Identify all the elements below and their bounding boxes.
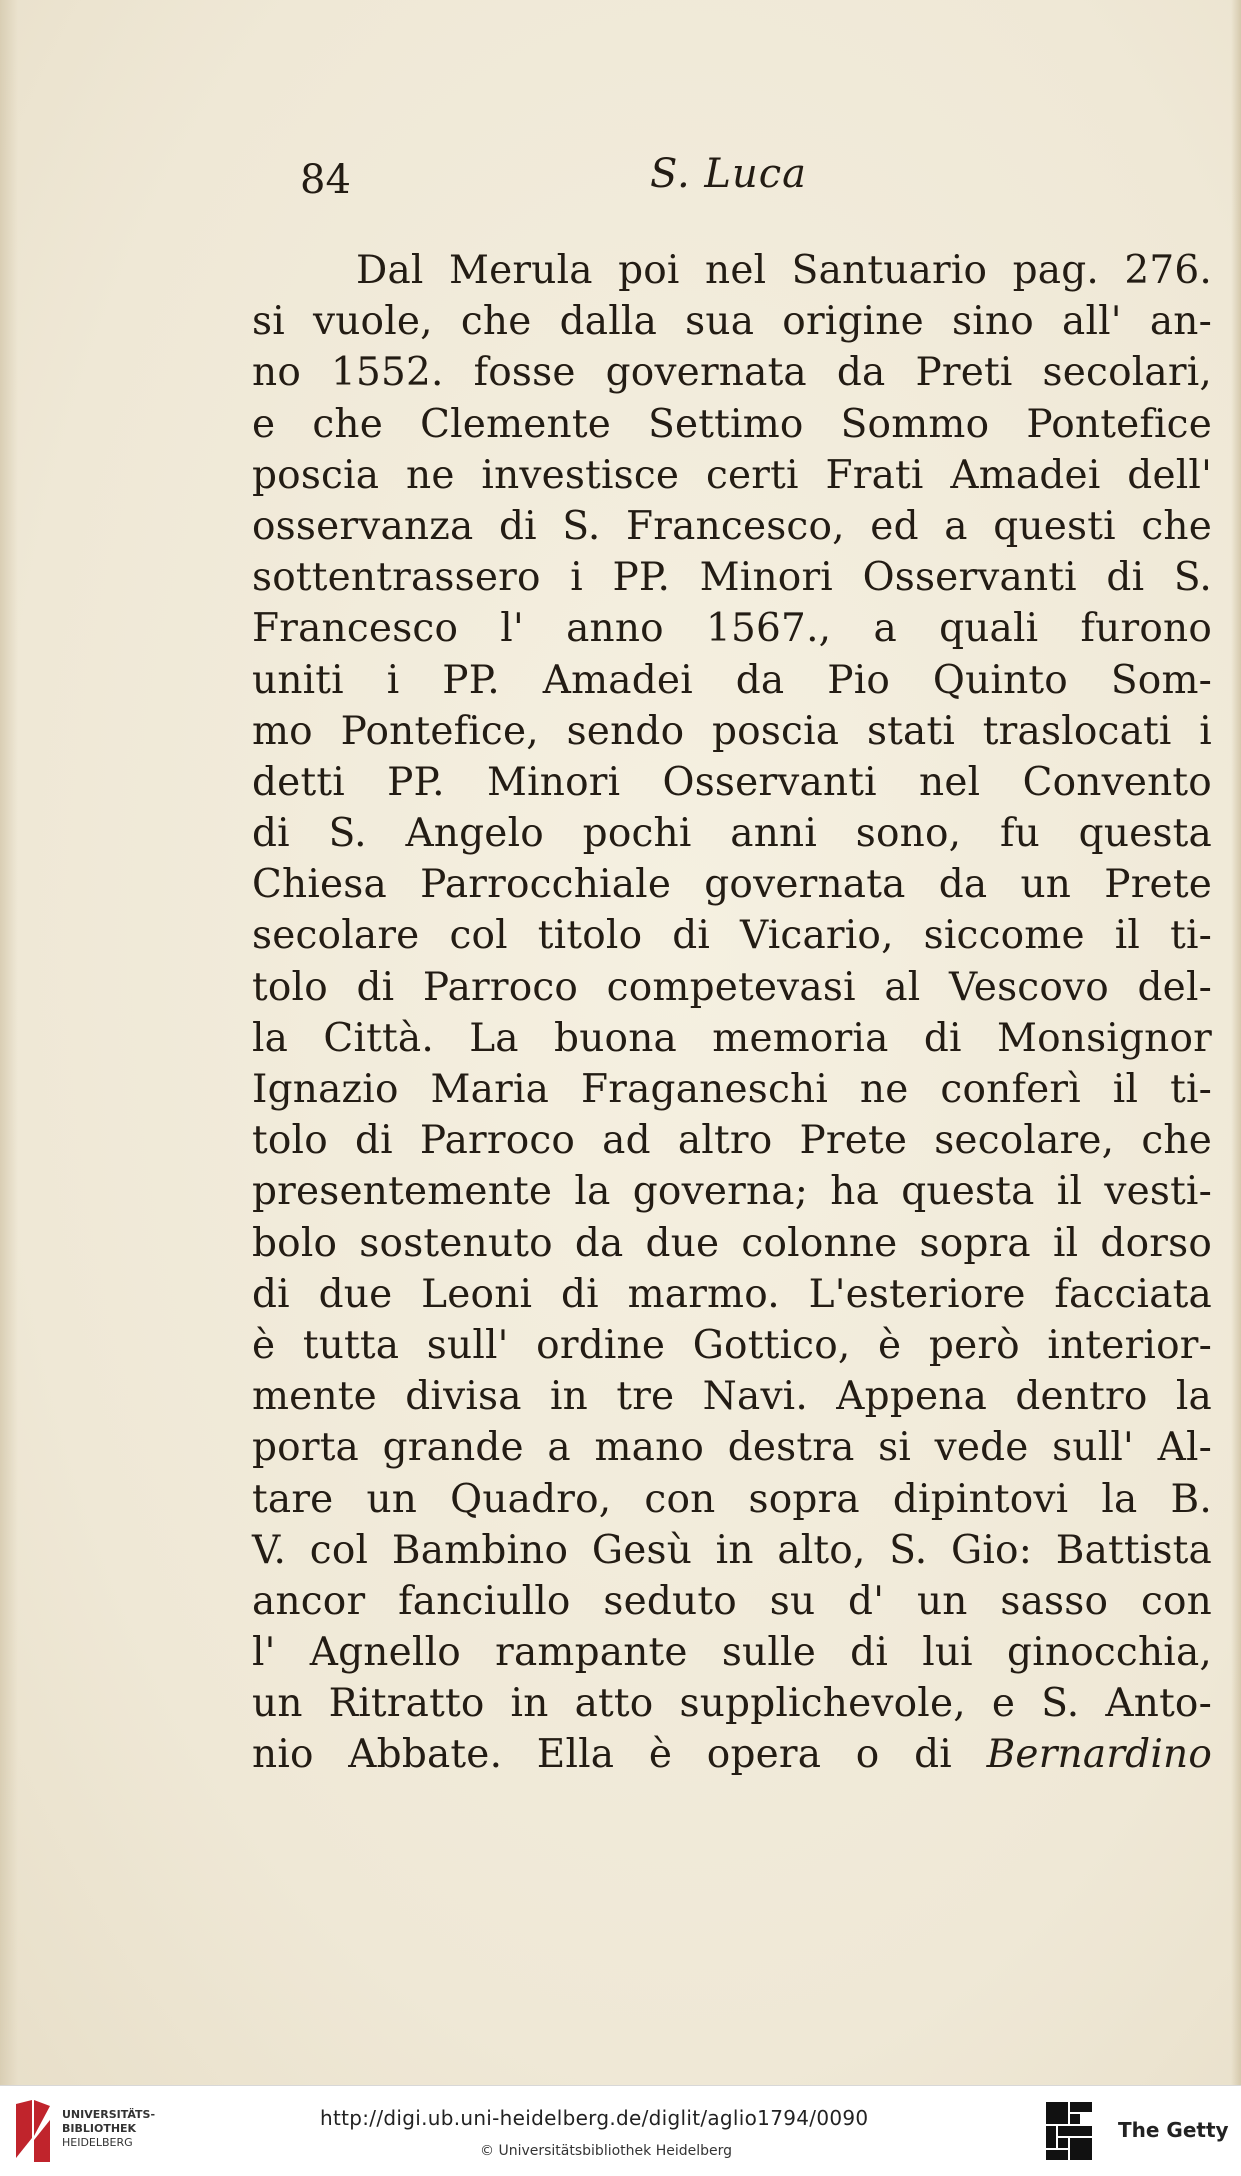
page-number: 84 bbox=[300, 157, 351, 203]
text-line: di due Leoni di marmo. L'esteriore facciata bbox=[252, 1271, 1212, 1317]
body-text bbox=[252, 245, 1212, 1781]
university-name-line1: UNIVERSITÄTS- bbox=[62, 2108, 156, 2121]
text-line: l' Agnello rampante sulle di lui ginocchia, bbox=[252, 1630, 1212, 1676]
text-line: secolare col titolo di Vicario, siccome il ti- bbox=[252, 913, 1212, 959]
last-line-text: nio Abbate. Ella è opera o di bbox=[252, 1732, 952, 1778]
copyright-notice: © Universitätsbibliothek Heidelberg bbox=[480, 2143, 733, 2159]
text-line: ancor fanciullo seduto su d' un sasso con bbox=[252, 1578, 1212, 1624]
text-line: presentemente la governa; ha questa il vesti- bbox=[252, 1169, 1212, 1215]
permalink-url[interactable]: http://digi.ub.uni-heidelberg.de/diglit/aglio1794/0090 bbox=[320, 2106, 869, 2130]
university-name-line2: BIBLIOTHEK bbox=[62, 2122, 137, 2135]
text-line: detti PP. Minori Osservanti nel Convento bbox=[252, 759, 1212, 805]
text-line: Francesco l' anno 1567., a quali furono bbox=[252, 606, 1212, 652]
text-line: V. col Bambino Gesù in alto, S. Gio: Battista bbox=[252, 1527, 1212, 1573]
text-line: Ignazio Maria Fraganeschi ne conferì il ti- bbox=[252, 1067, 1212, 1112]
text-line: poscia ne investisce certi Frati Amadei dell' bbox=[252, 452, 1212, 498]
text-line: mo Pontefice, sendo poscia stati traslocati i bbox=[252, 708, 1212, 754]
text-line: si vuole, che dalla sua origine sino all' an- bbox=[252, 299, 1212, 345]
text-line: di S. Angelo pochi anni sono, fu questa bbox=[252, 811, 1212, 857]
text-line: è tutta sull' ordine Gottico, è però interior- bbox=[252, 1322, 1212, 1368]
text-line: tare un Quadro, con sopra dipintovi la B. bbox=[252, 1476, 1212, 1522]
text-line: osservanza di S. Francesco, ed a questi che bbox=[252, 503, 1212, 549]
text-line: uniti i PP. Amadei da Pio Quinto Som- bbox=[252, 657, 1212, 703]
getty-name: The Getty bbox=[1118, 2118, 1229, 2142]
text-line: mente divisa in tre Navi. Appena dentro la bbox=[252, 1374, 1212, 1420]
university-library-logo-icon bbox=[12, 2098, 54, 2164]
page-right-edge-shadow bbox=[1231, 0, 1241, 2085]
text-line: tolo di Parroco competevasi al Vescovo del- bbox=[252, 964, 1212, 1010]
getty-logo-icon bbox=[1044, 2100, 1094, 2162]
text-line: la Città. La buona memoria di Monsignor bbox=[252, 1015, 1212, 1061]
text-line: sottentrassero i PP. Minori Osservanti di S. bbox=[252, 555, 1212, 601]
text-line: no 1552. fosse governata da Preti secolari, bbox=[252, 350, 1212, 396]
text-line: e che Clemente Settimo Sommo Pontefice bbox=[252, 401, 1212, 447]
text-line: porta grande a mano destra si vede sull' Al- bbox=[252, 1425, 1212, 1471]
viewer-footer bbox=[0, 2085, 1241, 2176]
text-line: Dal Merula poi nel Santuario pag. 276. bbox=[356, 248, 1212, 293]
text-line-last bbox=[252, 1729, 1212, 1780]
running-title: S. Luca bbox=[650, 151, 807, 197]
university-library-name bbox=[62, 2108, 242, 2150]
university-name-line3: HEIDELBERG bbox=[62, 2136, 133, 2149]
running-head bbox=[300, 150, 820, 210]
text-line: tolo di Parroco ad altro Prete secolare, che bbox=[252, 1118, 1212, 1164]
text-line: bolo sostenuto da due colonne sopra il dorso bbox=[252, 1220, 1212, 1266]
text-line: un Ritratto in atto supplichevole, e S. Anto- bbox=[252, 1681, 1212, 1727]
text-line: Chiesa Parrocchiale governata da un Prete bbox=[252, 862, 1212, 908]
last-line-italic-word: Bernardino bbox=[986, 1732, 1212, 1778]
page-left-edge-shadow bbox=[0, 0, 18, 2085]
